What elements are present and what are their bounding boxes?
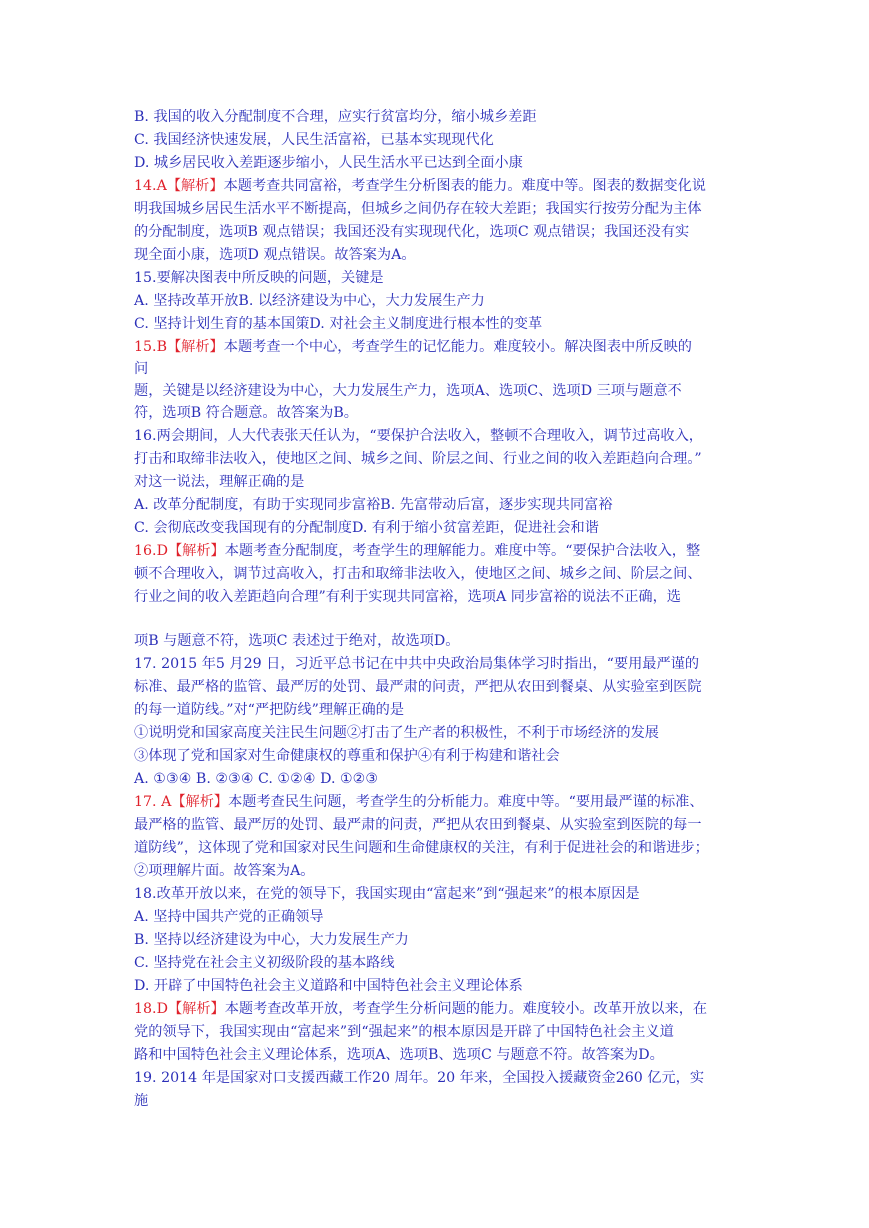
- line-text: 本题考查分配制度，考查学生的理解能力。难度中等。“要保护合法收入，整: [224, 543, 701, 559]
- line-text: 的每一道防线。”对“严把防线”理解正确的是: [134, 702, 405, 718]
- text-line: [134, 268, 384, 288]
- line-text: D. 开辟了中国特色社会主义道路和中国特色社会主义理论体系: [134, 978, 523, 994]
- line-text: 标准、最严格的监管、最严厉的处罚、最严肃的问责，严把从农田到餐桌、从实验室到医院: [134, 679, 702, 695]
- text-line: [134, 700, 404, 720]
- text-line: [134, 838, 709, 858]
- line-text: 的分配制度，选项B 观点错误；我国还没有实现现代化，选项C 观点错误；我国还没有实: [134, 224, 690, 240]
- line-text: 本题考查一个中心，考查学生的记忆能力。难度较小。解决图表中所反映的: [223, 339, 692, 355]
- line-text: ③体现了党和国家对生命健康权的尊重和保护④有利于构建和谐社会: [134, 748, 560, 764]
- text-line: [134, 976, 523, 996]
- text-line: [134, 449, 702, 469]
- analysis-label: 14.A【解析】: [134, 178, 224, 194]
- line-text: 党的领导下，我国实现由“富起来”到“强起来”的根本原因是开辟了中国特色社会主义道: [134, 1024, 674, 1040]
- line-text: 本题考查共同富裕，考查学生分析图表的能力。难度中等。图表的数据变化说: [223, 178, 706, 194]
- text-line: [134, 746, 560, 766]
- text-line: [134, 495, 613, 515]
- line-text: D. 城乡居民收入差距逐步缩小，人民生活水平已达到全面小康: [134, 155, 523, 171]
- text-line: [134, 907, 324, 927]
- line-text: 明我国城乡居民生活水平不断提高，但城乡之间仍存在较大差距；我国实行按劳分配为主体: [134, 201, 702, 217]
- line-text: A. 改革分配制度，有助于实现同步富裕B. 先富带动后富，逐步实现共同富裕: [134, 497, 613, 513]
- text-line: [134, 472, 304, 492]
- line-text: 17. 2015 年5 月29 日，习近平总书记在中共中央政治局集体学习时指出，“要用最严谨的: [134, 656, 700, 672]
- text-line: [134, 631, 459, 651]
- line-text: 19. 2014 年是国家对口支援西藏工作20 周年。20 年来，全国投入援藏资金260 亿元，实: [134, 1070, 705, 1086]
- answer-analysis-line: [134, 541, 700, 561]
- text-line: [134, 677, 702, 697]
- text-line: [134, 199, 702, 219]
- line-text: C. 坚持计划生育的基本国策D. 对社会主义制度进行根本性的变革: [134, 316, 543, 332]
- text-line: [134, 153, 523, 173]
- answer-analysis-line: [134, 792, 704, 812]
- line-text: 项B 与题意不符，选项C 表述过于绝对，故选项D。: [134, 633, 460, 649]
- text-line: [134, 769, 378, 789]
- text-line: [134, 403, 358, 423]
- line-text: 对这一说法，理解正确的是: [134, 474, 305, 490]
- text-line: [134, 884, 640, 904]
- text-line: [134, 518, 599, 538]
- line-text: 施: [134, 1093, 149, 1109]
- text-line: [134, 654, 699, 674]
- line-text: 路和中国特色社会主义理论体系，选项A、选项B、选项C 与题意不符。故答案为D。: [134, 1047, 664, 1063]
- text-line: [134, 291, 485, 311]
- line-text: C. 我国经济快速发展，人民生活富裕，已基本实现现代化: [134, 132, 494, 148]
- text-line: [134, 130, 494, 150]
- text-line: [134, 587, 681, 607]
- text-line: [134, 1022, 674, 1042]
- text-line: [134, 861, 315, 881]
- text-line: [134, 1068, 704, 1088]
- line-text: 18.改革开放以来，在党的领导下，我国实现由“富起来”到“强起来”的根本原因是: [134, 886, 640, 902]
- line-text: 符，选项B 符合题意。故答案为B。: [134, 405, 358, 421]
- line-text: A. 坚持中国共产党的正确领导: [134, 909, 324, 925]
- line-text: B. 我国的收入分配制度不合理，应实行贫富均分，缩小城乡差距: [134, 109, 537, 125]
- line-text: 最严格的监管、最严厉的处罚、最严肃的问责，严把从农田到餐桌、从实验室到医院的每一: [134, 817, 702, 833]
- line-text: 题，关键是以经济建设为中心，大力发展生产力，选项A、选项C、选项D 三项与题意不: [134, 383, 682, 399]
- text-line: [134, 222, 689, 242]
- line-text: A. ①③④ B. ②③④ C. ①②④ D. ①②③: [134, 771, 379, 787]
- text-line: [134, 1091, 148, 1111]
- answer-analysis-line: [134, 176, 706, 196]
- text-line: [134, 426, 703, 446]
- text-line: [134, 930, 409, 950]
- line-text: 现全面小康，选项D 观点错误。故答案为A。: [134, 247, 416, 263]
- line-text: 16.两会期间，人大代表张天任认为，“要保护合法收入，整顿不合理收入，调节过高收入，: [134, 428, 703, 444]
- answer-analysis-line: [134, 337, 692, 357]
- line-text: 打击和取缔非法收入，使地区之间、城乡之间、阶层之间、行业之间的收入差距趋向合理。”: [134, 451, 702, 467]
- line-text: 顿不合理收入，调节过高收入，打击和取缔非法收入，使地区之间、城乡之间、阶层之间、: [134, 566, 702, 582]
- line-text: 问: [134, 361, 149, 377]
- text-line: [134, 107, 537, 127]
- text-line: [134, 359, 148, 379]
- text-line: [134, 314, 542, 334]
- analysis-label: 18.D【解析】: [134, 1001, 225, 1017]
- text-line: [134, 723, 659, 743]
- line-text: 本题考查民生问题，考查学生的分析能力。难度中等。“要用最严谨的标准、: [228, 794, 704, 810]
- line-text: ②项理解片面。故答案为A。: [134, 863, 315, 879]
- line-text: B. 坚持以经济建设为中心，大力发展生产力: [134, 932, 409, 948]
- line-text: C. 会彻底改变我国现有的分配制度D. 有利于缩小贫富差距，促进社会和谐: [134, 520, 599, 536]
- answer-analysis-line: [134, 999, 707, 1019]
- line-text: 道防线”，这体现了党和国家对民生问题和生命健康权的关注，有利于促进社会的和谐进步；: [134, 840, 709, 856]
- line-text: A. 坚持改革开放B. 以经济建设为中心，大力发展生产力: [134, 293, 485, 309]
- text-line: [134, 381, 682, 401]
- analysis-label: 16.D【解析】: [134, 543, 225, 559]
- analysis-label: 15.B【解析】: [134, 339, 224, 355]
- text-line: [134, 953, 395, 973]
- text-line: [134, 564, 702, 584]
- line-text: 15.要解决图表中所反映的问题，关键是: [134, 270, 384, 286]
- line-text: 本题考查改革开放，考查学生分析问题的能力。难度较小。改革开放以来，在: [224, 1001, 708, 1017]
- text-line: [134, 815, 702, 835]
- line-text: ①说明党和国家高度关注民生问题②打击了生产者的积极性，不利于市场经济的发展: [134, 725, 659, 741]
- line-text: 行业之间的收入差距趋向合理”有利于实现共同富裕，选项A 同步富裕的说法不正确，选: [134, 589, 681, 605]
- text-line: [134, 1045, 664, 1065]
- line-text: C. 坚持党在社会主义初级阶段的基本路线: [134, 955, 395, 971]
- text-line: [134, 245, 416, 265]
- analysis-label: 17. A【解析】: [134, 794, 229, 810]
